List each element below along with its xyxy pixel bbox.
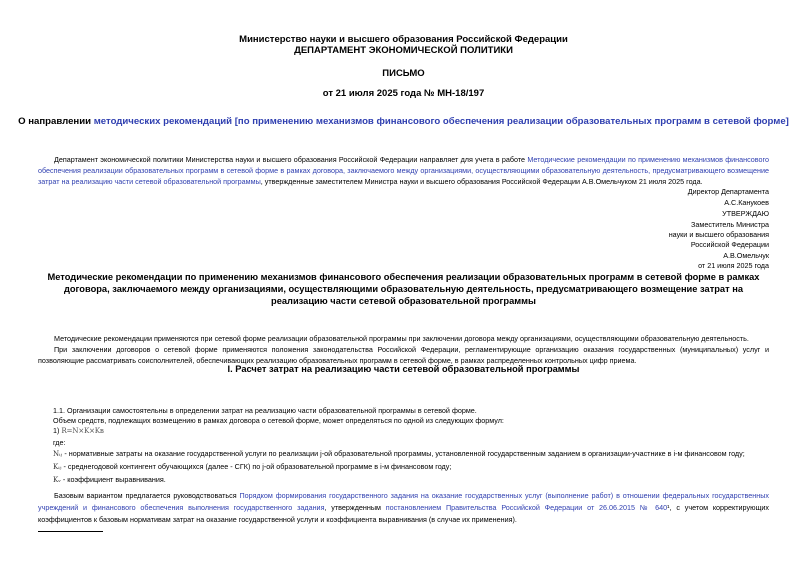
decree-link[interactable]: постановлением Правительства Российской Федерации от 26.06.2015 № 640 bbox=[385, 503, 668, 512]
formula-expression: R=N×K×Kв bbox=[61, 426, 104, 435]
footnote-divider bbox=[38, 531, 103, 532]
definition-k-text: - среднегодовой контингент обучающихся (далее - СГК) по j-ой образовательной программе в i-м финансовом году; bbox=[61, 462, 452, 471]
basic-variant-paragraph bbox=[38, 490, 769, 526]
subject-link[interactable]: методических рекомендаций [по применению механизмов финансового обеспечения реализации образовательных программ в сетевой форме] bbox=[93, 116, 789, 127]
definition-k bbox=[53, 462, 451, 471]
subject-prefix: О направлении bbox=[18, 116, 94, 127]
intro-paragraph bbox=[38, 154, 769, 187]
symbol-k: Kᵢⱼ bbox=[53, 463, 62, 471]
definition-kv bbox=[53, 475, 166, 484]
approval-line-2: науки и высшего образования bbox=[668, 230, 769, 239]
approval-line-1: Заместитель Министра bbox=[691, 220, 769, 229]
definition-n bbox=[53, 449, 745, 458]
intro-link[interactable]: Методические рекомендации по применению механизмов финансового обеспечения реализации образовательных программ в сетевой форме в рамках договора, заключаемого между организациями, осуществляющими образовательную деятельность, предусматривающего возмещение затрат на реализацию части сетевой образовательной программы bbox=[38, 155, 769, 186]
order-link[interactable]: Порядком формирования государственного задания на оказание государственных услуг (выполнение работ) в отношении федеральных государственных учреждений и финансового обеспечения выполнения государственного задания bbox=[38, 491, 769, 512]
approval-line-3: Российской Федерации bbox=[690, 240, 769, 249]
definition-kv-text: - коэффициент выравнивания. bbox=[60, 475, 166, 484]
approval-date: от 21 июля 2025 года bbox=[698, 261, 769, 270]
intro-text-before: Департамент экономической политики Министерства науки и высшего образования Российской Федерации направляет для учета в работе bbox=[54, 155, 528, 164]
symbol-kv: Kᵥ bbox=[53, 476, 61, 484]
section-1-title: I. Расчет затрат на реализацию части сетевой образовательной программы bbox=[227, 364, 580, 374]
basic-text-mid: , утвержденным bbox=[324, 503, 386, 512]
paragraph-2: При заключении договоров о сетевой форме применяются положения законодательства Российской Федерации, регламентирующие организацию оказания государственных (муниципальных) услуг и позволяющие рассматривать соисполнителей, обеспечивающих реализацию образовательных программ в сетевой форме, в рамках распределенных контрольных цифр приема. bbox=[38, 345, 769, 365]
paragraph-1: Методические рекомендации применяются при сетевой форме реализации образовательной программы при заключении договора между организациями, осуществляющими образовательную деятельность. bbox=[54, 334, 749, 343]
approval-name: А.В.Омельчук bbox=[723, 251, 769, 260]
ministry-name: Министерство науки и высшего образования Российской Федерации bbox=[239, 34, 568, 45]
symbol-n: Nᵢⱼ bbox=[53, 450, 63, 458]
definition-n-text: - нормативные затраты на оказание государственной услуги по реализации j-ой образовательной программы, установленной государственным заданием в организации-участнике в i-м финансовом году; bbox=[62, 449, 745, 458]
where-label: где: bbox=[53, 438, 66, 447]
volume-text: Объем средств, подлежащих возмещению в рамках договора о сетевой форме, может определяться по одной из следующих формул: bbox=[53, 416, 504, 425]
basic-text-after: ¹, с учетом корректирующих коэффициентов к базовым нормативам затрат на оказание государственной услуги и коэффициента выравнивания (в случае их применения). bbox=[38, 503, 769, 524]
approval-label: УТВЕРЖДАЮ bbox=[722, 209, 769, 218]
signature-position: Директор Департамента bbox=[687, 187, 769, 196]
department-name: ДЕПАРТАМЕНТ ЭКОНОМИЧЕСКОЙ ПОЛИТИКИ bbox=[294, 45, 513, 56]
formula-label: 1) bbox=[53, 426, 60, 435]
basic-text-before: Базовым вариантом предлагается руководствоваться bbox=[54, 491, 240, 500]
item-1-1: 1.1. Организации самостоятельны в определении затрат на реализацию части образовательной программы в сетевой форме. bbox=[53, 406, 477, 415]
letter-subject bbox=[0, 116, 807, 127]
recommendations-title: Методические рекомендации по применению механизмов финансового обеспечения реализации образовательных программ в сетевой форме в рамках договора, заключаемого между организациями, осуществляющими образовательную деятельность, предусматривающего возмещение затрат на реализацию части сетевой образовательной программы bbox=[47, 272, 760, 306]
document-date-number: от 21 июля 2025 года № МН-18/197 bbox=[322, 88, 485, 99]
intro-text-after: , утвержденные заместителем Министра науки и высшего образования Российской Федерации А.В.Омельчуком 21 июля 2025 года. bbox=[260, 177, 703, 186]
signature-name: А.С.Канукоев bbox=[724, 198, 769, 207]
formula-line bbox=[53, 426, 104, 435]
document-type: ПИСЬМО bbox=[382, 68, 425, 79]
